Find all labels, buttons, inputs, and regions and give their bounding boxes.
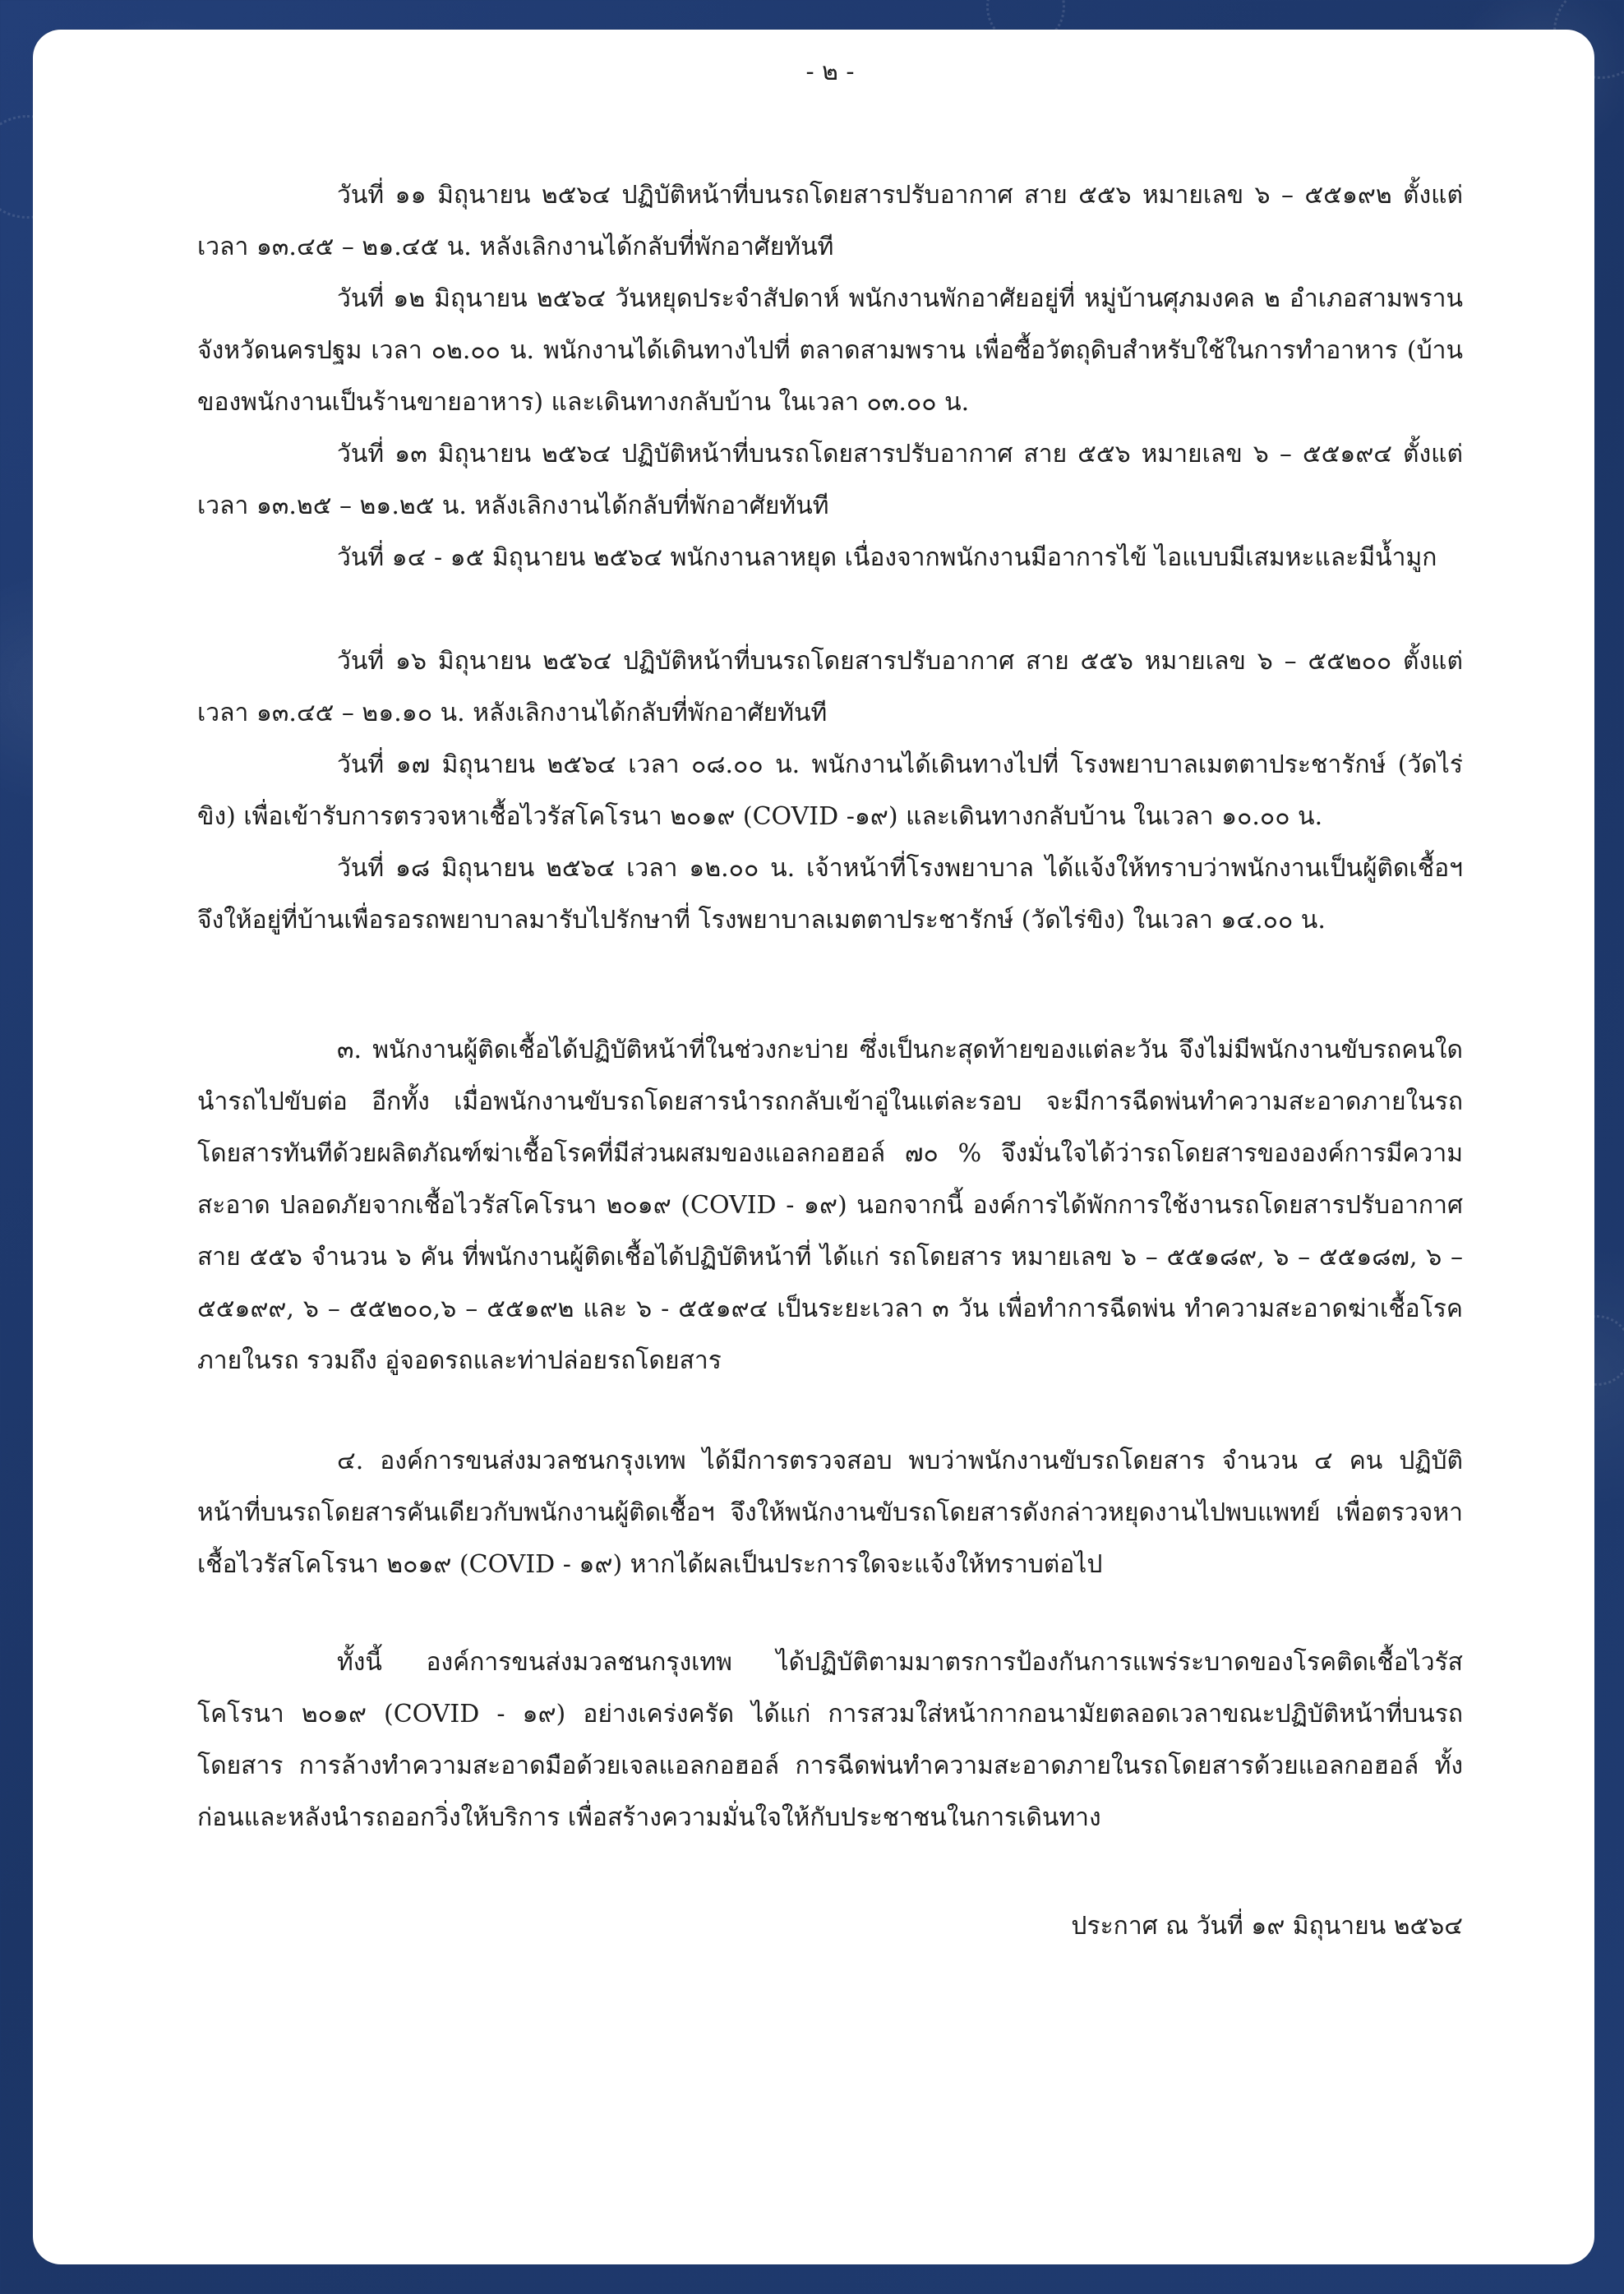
document-page bbox=[33, 30, 1594, 2264]
paragraph-june-17: วันที่ ๑๗ มิถุนายน ๒๕๖๔ เวลา ๐๘.๐๐ น. พนักงานได้เดินทางไปที่ โรงพยาบาลเมตตาประชารักษ์ (วัดไร่ขิง) เพื่อเข้ารับการตรวจหาเชื้อไวรัสโคโรนา ๒๐๑๙ (COVID -๑๙) และเดินทางกลับบ้าน ในเวลา ๑๐.๐๐ น. bbox=[197, 750, 1463, 831]
paragraph-item-3: ๓. พนักงานผู้ติดเชื้อได้ปฏิบัติหน้าที่ในช่วงกะบ่าย ซึ่งเป็นกะสุดท้ายของแต่ละวัน จึงไม่มีพนักงานขับรถคนใดนำรถไปขับต่อ อีกทั้ง เมื่อพนักงานขับรถโดยสารนำรถกลับเข้าอู่ในแต่ละรอบ จะมีการฉีดพ่นทำความสะอาดภายในรถโดยสารทันทีด้วยผลิตภัณฑ์ฆ่าเชื้อโรคที่มีส่วนผสมของแอลกอฮอล์ ๗๐ % จึงมั่นใจได้ว่ารถโดยสารขององค์การมีความสะอาด ปลอดภัยจากเชื้อไวรัสโคโรนา ๒๐๑๙ (COVID - ๑๙) นอกจากนี้ องค์การได้พักการใช้งานรถโดยสารปรับอากาศ สาย ๕๕๖ จำนวน ๖ คัน ที่พนักงานผู้ติดเชื้อได้ปฏิบัติหน้าที่ ได้แก่ รถโดยสาร หมายเลข ๖ – ๕๕๑๘๙, ๖ – ๕๕๑๘๗, ๖ – ๕๕๑๙๙, ๖ – ๕๕๒๐๐,๖ – ๕๕๑๙๒ และ ๖ - ๕๕๑๙๔ เป็นระยะเวลา ๓ วัน เพื่อทำการฉีดพ่น ทำความสะอาดฆ่าเชื้อโรคภายในรถ รวมถึง อู่จอดรถและท่าปล่อยรถโดยสาร bbox=[197, 1036, 1463, 1375]
paragraph-june-18: วันที่ ๑๘ มิถุนายน ๒๕๖๔ เวลา ๑๒.๐๐ น. เจ้าหน้าที่โรงพยาบาล ได้แจ้งให้ทราบว่าพนักงานเป็นผู้ติดเชื้อฯ จึงให้อยู่ที่บ้านเพื่อรอรถพยาบาลมารับไปรักษาที่ โรงพยาบาลเมตตาประชารักษ์ (วัดไร่ขิง) ในเวลา ๑๔.๐๐ น. bbox=[197, 854, 1463, 935]
paragraph-june-13: วันที่ ๑๓ มิถุนายน ๒๕๖๔ ปฏิบัติหน้าที่บนรถโดยสารปรับอากาศ สาย ๕๕๖ หมายเลข ๖ – ๕๕๑๙๔ ตั้งแต่เวลา ๑๓.๒๕ – ๒๑.๒๕ น. หลังเลิกงานได้กลับที่พักอาศัยทันที bbox=[197, 440, 1463, 520]
paragraph-summary: ทั้งนี้ องค์การขนส่งมวลชนกรุงเทพ ได้ปฏิบัติตามมาตรการป้องกันการแพร่ระบาดของโรคติดเชื้อไวรัสโคโรนา ๒๐๑๙ (COVID - ๑๙) อย่างเคร่งครัด ได้แก่ การสวมใส่หน้ากากอนามัยตลอดเวลาขณะปฏิบัติหน้าที่บนรถโดยสาร การล้างทำความสะอาดมือด้วยเจลแอลกอฮอล์ การฉีดพ่นทำความสะอาดภายในรถโดยสารด้วยแอลกอฮอล์ ทั้งก่อนและหลังนำรถออกวิ่งให้บริการ เพื่อสร้างความมั่นใจให้กับประชาชนในการเดินทาง bbox=[197, 1648, 1463, 1832]
paragraph-june-16: วันที่ ๑๖ มิถุนายน ๒๕๖๔ ปฏิบัติหน้าที่บนรถโดยสารปรับอากาศ สาย ๕๕๖ หมายเลข ๖ – ๕๕๒๐๐ ตั้งแต่เวลา ๑๓.๔๕ – ๒๑.๑๐ น. หลังเลิกงานได้กลับที่พักอาศัยทันที bbox=[197, 647, 1463, 727]
page-number: - ๒ - bbox=[805, 58, 855, 86]
announcement-date: ประกาศ ณ วันที่ ๑๙ มิถุนายน ๒๕๖๔ bbox=[1071, 1912, 1463, 1941]
paragraph-june-11: วันที่ ๑๑ มิถุนายน ๒๕๖๔ ปฏิบัติหน้าที่บนรถโดยสารปรับอากาศ สาย ๕๕๖ หมายเลข ๖ – ๕๕๑๙๒ ตั้งแต่เวลา ๑๓.๔๕ – ๒๑.๔๕ น. หลังเลิกงานได้กลับที่พักอาศัยทันที bbox=[197, 181, 1463, 261]
paragraph-june-12: วันที่ ๑๒ มิถุนายน ๒๕๖๔ วันหยุดประจำสัปดาห์ พนักงานพักอาศัยอยู่ที่ หมู่บ้านศุภมงคล ๒ อำเภอสามพราน จังหวัดนครปฐม เวลา ๐๒.๐๐ น. พนักงานได้เดินทางไปที่ ตลาดสามพราน เพื่อซื้อวัตถุดิบสำหรับใช้ในการทำอาหาร (บ้านของพนักงานเป็นร้านขายอาหาร) และเดินทางกลับบ้าน ในเวลา ๐๓.๐๐ น. bbox=[197, 284, 1463, 417]
paragraph-item-4: ๔. องค์การขนส่งมวลชนกรุงเทพ ได้มีการตรวจสอบ พบว่าพนักงานขับรถโดยสาร จำนวน ๔ คน ปฏิบัติหน้าที่บนรถโดยสารคันเดียวกับพนักงานผู้ติดเชื้อฯ จึงให้พนักงานขับรถโดยสารดังกล่าวหยุดงานไปพบแพทย์ เพื่อตรวจหาเชื้อไวรัสโคโรนา ๒๐๑๙ (COVID - ๑๙) หากได้ผลเป็นประการใดจะแจ้งให้ทราบต่อไป bbox=[197, 1447, 1463, 1579]
paragraph-june-14-15: วันที่ ๑๔ - ๑๕ มิถุนายน ๒๕๖๔ พนักงานลาหยุด เนื่องจากพนักงานมีอาการไข้ ไอแบบมีเสมหะและมีน้ำมูก bbox=[337, 543, 1437, 572]
